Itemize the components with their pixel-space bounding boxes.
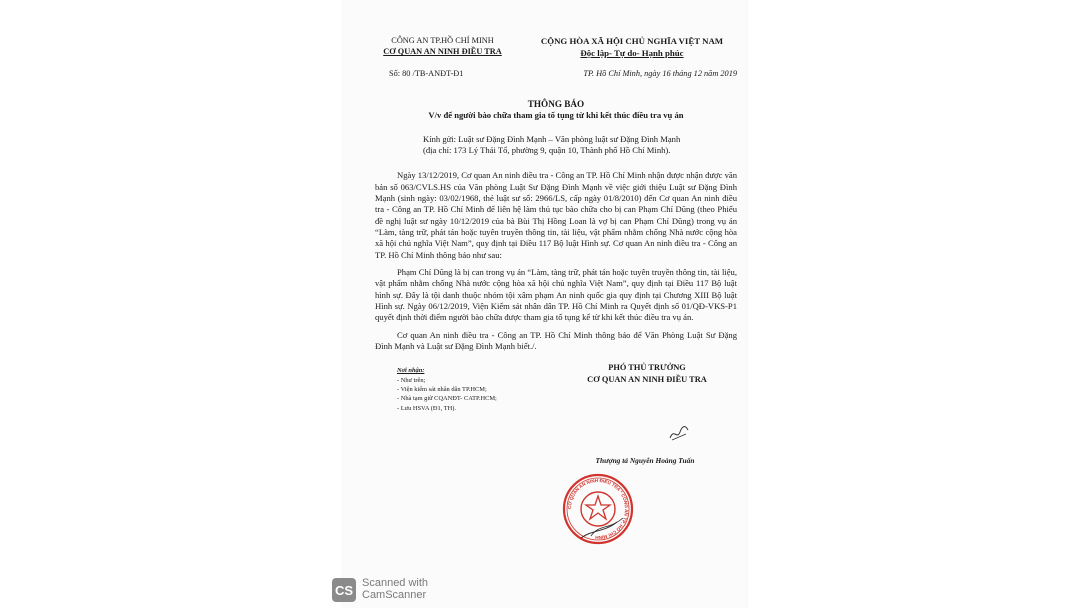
body-paragraph-1: Ngày 13/12/2019, Cơ quan An ninh điều tra - Công an TP. Hồ Chí Minh nhận được nhận được văn bản số 063/CVLS.HS của Văn phòng Luật Sư Đặng Đình Mạnh về việc giới thiệu Luật sư Đặng Đình Mạnh (sinh ngày: 03/02/1968, thẻ luật sư số: 2966/LS, cấp ngày 01/8/2010) đến Cơ quan An ninh điều tra - Công an TP. Hồ Chí Minh để liên hệ làm thủ tục bào chữa cho bị can Phạm Chí Dũng (theo Phiếu đề nghị luật sư ngày 10/12/2019 của bà Bùi Thị Hồng Loan là vợ bị can Phạm Chí Dũng) trong vụ án “Làm, tàng trữ, phát tán hoặc tuyên truyền thông tin, tài liệu, vật phẩm nhằm chống Nhà nước cộng hòa xã hội chủ nghĩa Việt Nam”, quy định tại Điều 117 Bộ luật Hình sự. Cơ quan An ninh điều tra - Công an TP. Hồ Chí Minh thông báo như sau:: [375, 170, 737, 260]
distribution-item: - Viện kiểm sát nhân dân TP.HCM;: [397, 386, 487, 394]
document-header: [375, 36, 737, 59]
document-date: TP. Hồ Chí Minh, ngày 16 tháng 12 năm 2019: [583, 69, 737, 79]
signer-agency: CƠ QUAN AN NINH ĐIỀU TRA: [587, 374, 707, 384]
document-title: THÔNG BÁO: [527, 99, 585, 110]
national-title: CỘNG HÒA XÃ HỘI CHỦ NGHĨA VIỆT NAM: [540, 36, 724, 46]
watermark-line2: CamScanner: [362, 589, 427, 601]
agency-name: CƠ QUAN AN NINH ĐIỀU TRA: [383, 46, 502, 56]
signer-title: PHÓ THỦ TRƯỞNG: [608, 363, 686, 373]
body-paragraph-2: Phạm Chí Dũng là bị can trong vụ án “Làm, tàng trữ, phát tán hoặc tuyên truyền thông tin, tài liệu, vật phẩm nhằm chống Nhà nước cộng hòa xã hội chủ nghĩa Việt Nam”, quy định tại Điều 117 Bộ luật hình sự. Đây là tội danh thuộc nhóm tội xâm phạm An ninh quốc gia quy định tại Chương XIII Bộ luật Hình sự. Ngày 06/12/2019, Viện Kiểm sát nhân dân TP. Hồ Chí Minh ra Quyết định số 01/QĐ-VKS-P1 quyết định thời điểm người bào chữa được tham gia tố tụng kể từ khi kết thúc điều tra vụ án.: [375, 267, 737, 323]
official-seal-icon: [561, 472, 635, 546]
recipient-block: [375, 134, 737, 157]
distribution-item: - Lưu HSVA (Đ1, TH).: [397, 404, 456, 412]
document-footer: [375, 360, 737, 466]
national-motto: Độc lập- Tự do- Hạnh phúc: [580, 47, 684, 58]
document-subtitle: V/v để người bào chữa tham gia tố tụng từ khi kết thúc điều tra vụ án: [428, 110, 684, 121]
distribution-item: - Như trên;: [397, 376, 426, 384]
recipient-line: Kính gửi: Luật sư Đặng Đình Mạnh – Văn phòng luật sư Đặng Đình Mạnh: [423, 133, 681, 144]
recipient-address: (địa chỉ: 173 Lý Thái Tổ, phường 9, quận 10, Thành phố Hồ Chí Minh).: [423, 144, 671, 155]
distribution-item: - Nhà tạm giữ CQANĐT- CATP.HCM;: [397, 395, 497, 403]
signature-block: [557, 362, 737, 412]
document-meta: [375, 69, 737, 80]
agency-parent: CÔNG AN TP.HỒ CHÍ MINH: [391, 36, 494, 45]
camscanner-logo-icon: CS: [332, 578, 356, 602]
watermark-line1: Scanned with: [362, 577, 429, 590]
camscanner-watermark: [332, 578, 428, 602]
seal-text: CƠ QUAN AN NINH ĐIỀU TRA * CÔNG AN TP. HỒ CHÍ MINH: [566, 477, 630, 541]
agency-header: [375, 36, 510, 59]
document-number: Số: 80 /TB-ANĐT-Đ1: [389, 69, 464, 79]
signer-name: Thượng tá Nguyễn Hoàng Tuấn: [595, 456, 695, 466]
initial-signature-icon: [668, 424, 690, 442]
document-content: [375, 36, 737, 466]
body-paragraph-3: Cơ quan An ninh điều tra - Công an TP. Hồ Chí Minh thông báo để Văn Phòng Luật Sư Đặng Đình Mạnh và Luật sư Đặng Đình Mạnh biết./.: [375, 329, 737, 352]
national-header: [527, 36, 737, 59]
distribution-list: [397, 366, 527, 412]
distribution-label: Nơi nhận:: [397, 367, 425, 375]
